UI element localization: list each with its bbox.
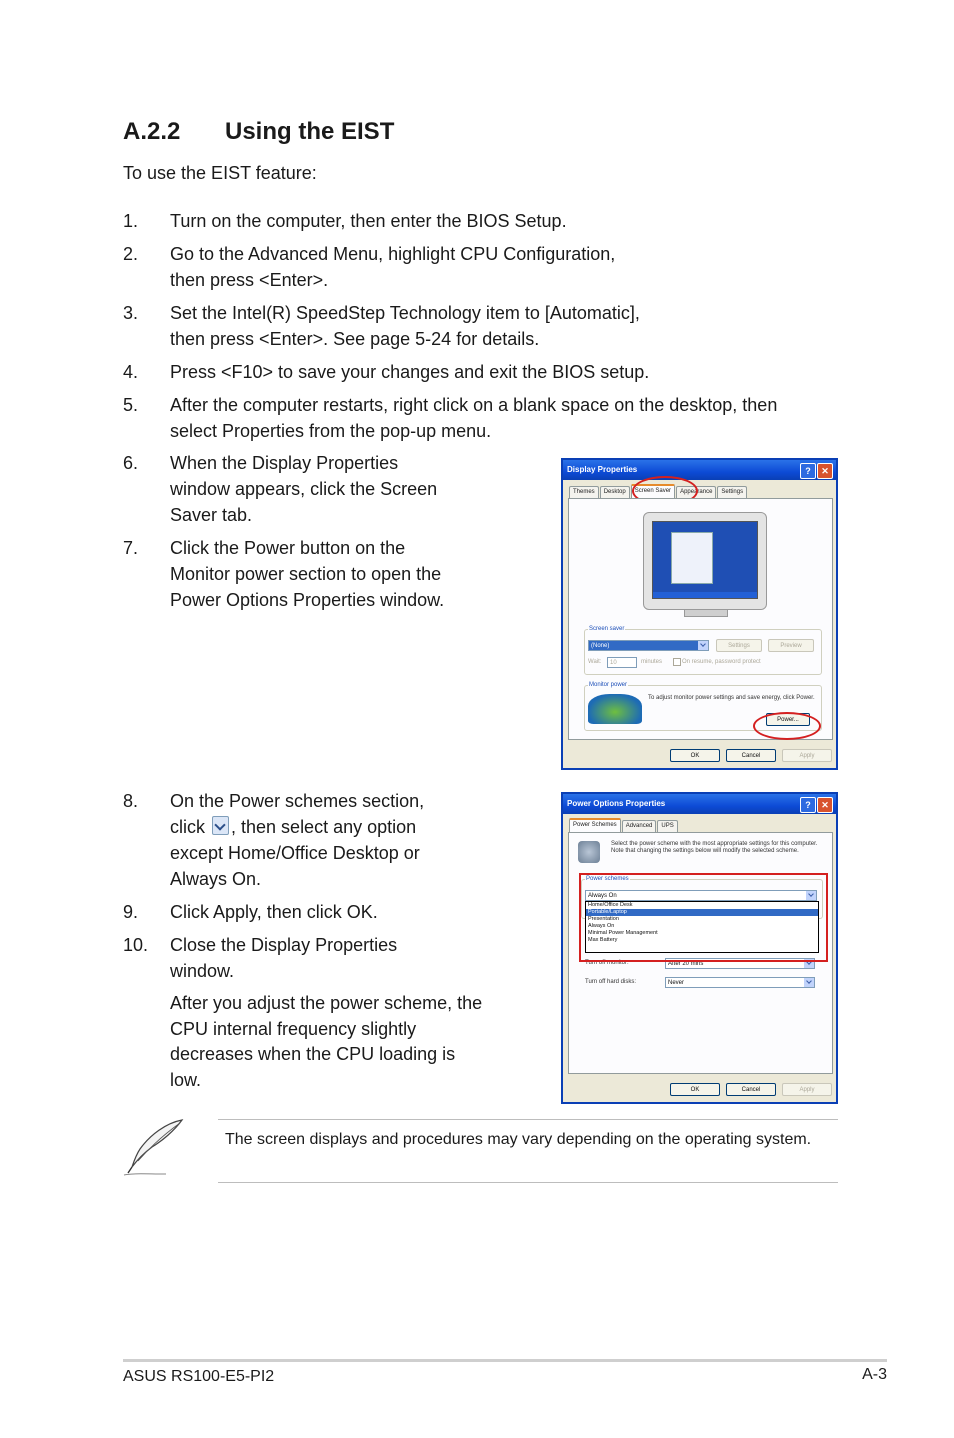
step-1: 1. Turn on the computer, then enter the BIOS Setup. bbox=[123, 211, 567, 231]
power-highlight-circle bbox=[753, 712, 821, 740]
step-9: 9. Click Apply, then click OK. bbox=[123, 902, 378, 922]
section-number: A.2.2 bbox=[123, 118, 181, 145]
password-label: On resume, password protect bbox=[682, 659, 761, 665]
power-schemes-label: Power schemes bbox=[586, 876, 629, 882]
window-title: Display Properties bbox=[563, 460, 836, 480]
scheme-option[interactable]: Home/Office Desk bbox=[588, 902, 633, 908]
step-4: 4. Press <F10> to save your changes and exit the BIOS setup. bbox=[123, 362, 650, 382]
note-bottom-rule bbox=[218, 1182, 838, 1183]
power-scheme-select[interactable]: Always On bbox=[585, 890, 817, 901]
close-button[interactable]: ✕ bbox=[817, 797, 833, 813]
tab-screen-saver[interactable]: Screen Saver bbox=[631, 484, 675, 499]
preview-taskbar bbox=[653, 592, 757, 598]
footer-rule bbox=[123, 1359, 887, 1362]
ok-button[interactable]: OK bbox=[670, 1083, 720, 1096]
apply-button[interactable]: Apply bbox=[782, 749, 832, 762]
wait-label: Wait: bbox=[588, 659, 602, 665]
step-10: 10. Close the Display Properties window. bbox=[123, 935, 398, 981]
intro-text: To use the EIST feature: bbox=[123, 163, 317, 183]
tab-themes[interactable]: Themes bbox=[569, 486, 599, 498]
feather-pen-icon bbox=[122, 1117, 186, 1179]
window-title: Power Options Properties bbox=[563, 794, 836, 814]
scheme-option[interactable]: Minimal Power Management bbox=[588, 930, 658, 936]
close-button[interactable]: ✕ bbox=[817, 463, 833, 479]
step-2: 2. Go to the Advanced Menu, highlight CPU Configuration, then press <Enter>. bbox=[123, 244, 616, 290]
step-6: 6. When the Display Properties window appears, click the Screen Saver tab. bbox=[123, 453, 438, 525]
step-3: 3. Set the Intel(R) SpeedStep Technology item to [Automatic], then press <Enter>. See page 5-24 for details. bbox=[123, 303, 640, 349]
minutes-label: minutes bbox=[641, 659, 663, 665]
tab-advanced[interactable]: Advanced bbox=[622, 820, 657, 832]
note-top-rule bbox=[218, 1119, 838, 1120]
apply-button[interactable]: Apply bbox=[782, 1083, 832, 1096]
footer-page-number: A-3 bbox=[862, 1366, 887, 1383]
tab-ups[interactable]: UPS bbox=[657, 820, 677, 832]
hdd-off-label: Turn off hard disks: bbox=[585, 979, 637, 985]
settings-button[interactable]: Settings bbox=[716, 639, 762, 652]
step-8: 8. On the Power schemes section, click , then select any option except Home/Office Desktop or Always On. bbox=[123, 791, 425, 889]
tab-settings[interactable]: Settings bbox=[717, 486, 747, 498]
dropdown-arrow-icon bbox=[212, 816, 229, 835]
monitor-power-text: To adjust monitor power settings and save energy, click Power. bbox=[648, 695, 815, 701]
section-title: Using the EIST bbox=[225, 118, 395, 145]
monitor-graphic bbox=[643, 512, 767, 610]
highlight-rectangle bbox=[579, 873, 828, 962]
scheme-option[interactable]: Always On bbox=[588, 923, 615, 929]
tab-appearance[interactable]: Appearance bbox=[676, 486, 716, 498]
note-text: The screen displays and procedures may vary depending on the operating system. bbox=[225, 1131, 812, 1148]
scheme-option[interactable]: Presentation bbox=[588, 916, 619, 922]
cancel-button[interactable]: Cancel bbox=[726, 749, 776, 762]
wait-input[interactable]: 10 bbox=[607, 657, 637, 668]
monitor-power-label: Monitor power bbox=[589, 682, 628, 688]
footer-product: ASUS RS100-E5-PI2 bbox=[123, 1368, 275, 1385]
tab-strip bbox=[569, 820, 678, 832]
power-options-window bbox=[561, 792, 838, 1104]
scheme-option[interactable]: Portable/Laptop bbox=[586, 909, 818, 916]
tab-power-schemes[interactable]: Power Schemes bbox=[569, 818, 621, 833]
tab-desktop[interactable]: Desktop bbox=[600, 486, 630, 498]
cancel-button[interactable]: Cancel bbox=[726, 1083, 776, 1096]
scheme-option[interactable]: Max Battery bbox=[588, 937, 618, 943]
monitor-off-label: Turn off monitor: bbox=[585, 960, 629, 966]
help-button[interactable]: ? bbox=[800, 797, 816, 813]
power-scheme-icon bbox=[578, 841, 600, 863]
energy-star-icon bbox=[588, 694, 642, 724]
tab-panel bbox=[568, 498, 833, 740]
preview-screen bbox=[652, 521, 758, 599]
preview-button[interactable]: Preview bbox=[768, 639, 814, 652]
display-properties-window bbox=[561, 458, 838, 770]
power-schemes-intro: Select the power scheme with the most appropriate settings for this computer. Note that changing the settings below will modify the selected scheme. bbox=[611, 841, 818, 854]
password-checkbox[interactable] bbox=[673, 658, 681, 666]
power-button[interactable]: Power... bbox=[766, 713, 810, 726]
after-adjust-paragraph: After you adjust the power scheme, the CPU internal frequency slightly decreases when the CPU loading is low. bbox=[170, 993, 483, 1090]
monitor-stand bbox=[684, 609, 728, 617]
help-button[interactable]: ? bbox=[800, 463, 816, 479]
step-7: 7. Click the Power button on the Monitor power section to open the Power Options Properties window. bbox=[123, 538, 445, 610]
preview-window bbox=[671, 532, 713, 584]
hdd-off-select[interactable]: Never bbox=[665, 977, 815, 988]
screen-saver-select[interactable]: (None) bbox=[588, 640, 709, 651]
section-heading bbox=[123, 118, 394, 146]
ok-button[interactable]: OK bbox=[670, 749, 720, 762]
monitor-off-select[interactable]: After 20 mins bbox=[665, 958, 815, 969]
step-5: 5. After the computer restarts, right click on a blank space on the desktop, then select Properties from the pop-up menu. bbox=[123, 395, 778, 441]
screen-saver-label: Screen saver bbox=[589, 626, 625, 632]
